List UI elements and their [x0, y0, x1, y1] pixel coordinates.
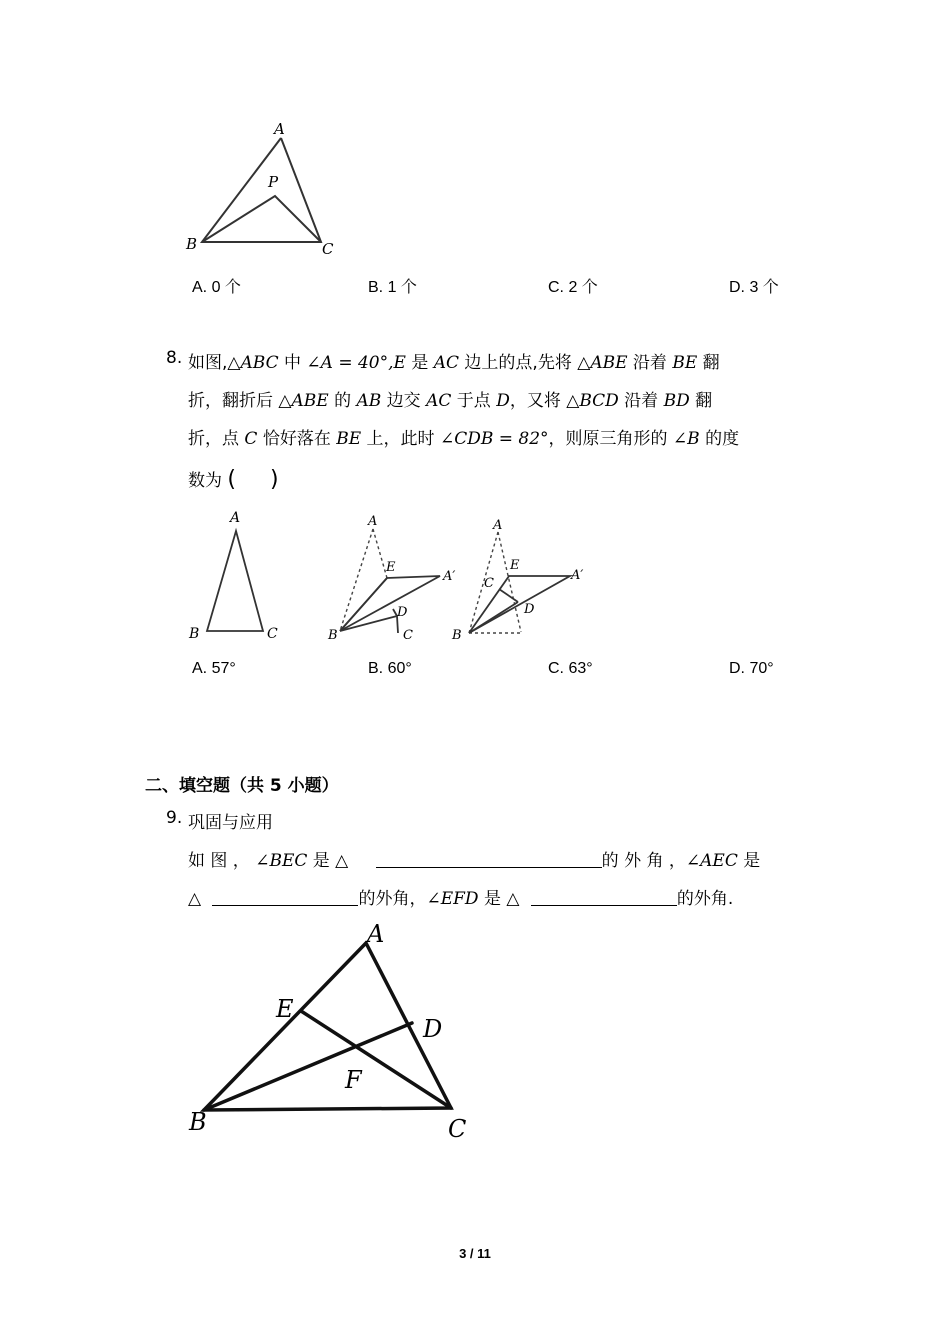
q8-line-4: 数为 ( )	[188, 467, 279, 492]
svg-text:B: B	[189, 1108, 207, 1136]
svg-text:A: A	[368, 514, 378, 529]
svg-text:C: C	[267, 626, 278, 642]
q8-option-d: D. 70°	[729, 660, 774, 677]
svg-text:D: D	[423, 1015, 443, 1043]
q7-option-b: B. 1 个	[368, 279, 417, 296]
q9-title: 巩固与应用	[188, 813, 273, 833]
triangle-abc	[202, 138, 321, 242]
q9-number: 9.	[166, 808, 183, 828]
q8-figure-3	[445, 505, 595, 645]
q9-line-1: 如 图 ， ∠BEC 是 △ 的 外 角 ，∠AEC 是	[188, 851, 761, 871]
svg-text:B: B	[189, 626, 200, 642]
svg-text:A: A	[493, 518, 503, 533]
svg-text:B: B	[452, 628, 462, 643]
answer-paren: ( )	[227, 467, 279, 492]
svg-text:B: B	[328, 628, 338, 643]
q8-number: 8.	[166, 348, 183, 368]
q9-line-2: △ 的外角，∠EFD 是 △ 的外角.	[188, 889, 734, 909]
svg-text:C: C	[403, 628, 413, 643]
label-p: P	[268, 173, 279, 191]
svg-text:E: E	[510, 558, 520, 573]
q8-option-a: A. 57°	[192, 660, 236, 677]
q8-line-3: 折，点 C 恰好落在 BE 上，此时 ∠CDB = 82°，则原三角形的 ∠B 的度	[188, 429, 740, 449]
section-title: 二、填空题（共 5 小题）	[145, 776, 339, 796]
label-a: A	[274, 120, 285, 138]
q8-option-b: B. 60°	[368, 660, 412, 677]
label-b: B	[186, 235, 198, 253]
q7-option-d: D. 3 个	[729, 279, 779, 296]
answer-blank-3[interactable]	[531, 889, 677, 906]
svg-text:C: C	[484, 576, 494, 591]
q8-figure-1	[180, 505, 290, 645]
svg-text:D: D	[524, 602, 535, 617]
svg-text:A′: A′	[443, 569, 456, 584]
label-c: C	[322, 240, 334, 258]
svg-text:E: E	[276, 995, 294, 1023]
q7-triangle-figure	[180, 115, 350, 260]
q8-line-2: 折，翻折后 △ABE 的 AB 边交 AC 于点 D，又将 △BCD 沿着 BD 翻	[188, 391, 713, 411]
q7-option-c: C. 2 个	[548, 279, 598, 296]
svg-text:A: A	[230, 510, 241, 526]
q9-triangle-figure	[180, 915, 480, 1155]
page-number: 3 / 11	[459, 1246, 491, 1261]
svg-text:E: E	[386, 560, 396, 575]
answer-blank-1[interactable]	[376, 851, 602, 868]
svg-text:D: D	[397, 605, 408, 620]
svg-text:F: F	[345, 1066, 362, 1094]
answer-blank-2[interactable]	[212, 889, 358, 906]
svg-text:C: C	[448, 1115, 467, 1143]
q8-line-1: 如图,△ABC 中 ∠A = 40°,E 是 AC 边上的点,先将 △ABE 沿着 BE 翻	[188, 353, 720, 373]
svg-text:A′: A′	[571, 568, 584, 583]
svg-text:A: A	[367, 920, 385, 948]
q8-option-c: C. 63°	[548, 660, 593, 677]
q7-option-a: A. 0 个	[192, 279, 241, 296]
